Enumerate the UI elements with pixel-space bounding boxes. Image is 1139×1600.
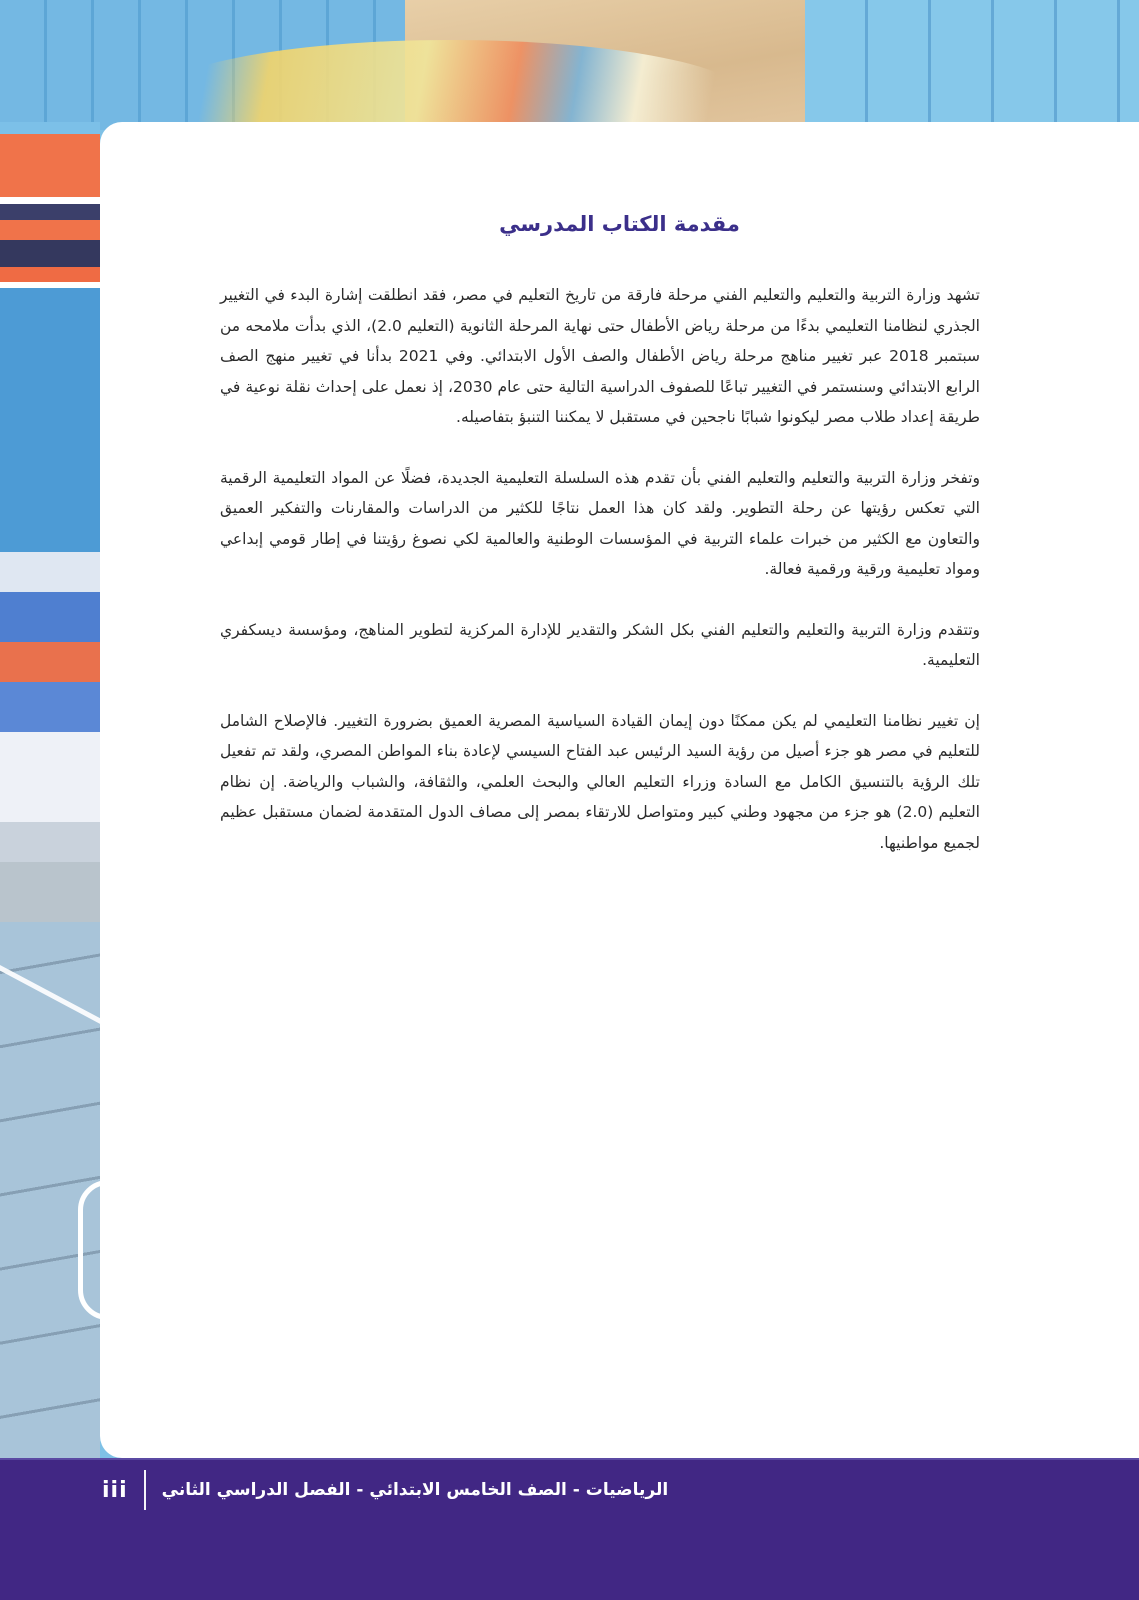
introduction-body xyxy=(220,280,980,888)
footer-content xyxy=(102,1476,668,1504)
page-number: iii xyxy=(102,1477,128,1503)
page-footer xyxy=(0,1458,1139,1600)
footer-divider xyxy=(144,1470,146,1510)
blue-door-right xyxy=(805,0,1139,130)
paragraph: إن تغيير نظامنا التعليمي لم يكن ممكنًا دون إيمان القيادة السياسية المصرية العميق بضرورة التغيير. فالإصلاح الشامل للتعليم في مصر هو جزء أصيل من رؤية السيد الرئيس عبد الفتاح السيسي لإعادة بناء المواطن المصري، ولقد تم تفعيل تلك الرؤية بالتنسيق الكامل مع السادة وزراء التعليم العالي والبحث العلمي، والثقافة، والشباب والرياضة. إن نظام التعليم (2.0) هو جزء من مجهود وطني كبير ومتواصل للارتقاء بمصر إلى مصاف الدول المتقدمة لضمان مستقبل عظيم لجميع مواطنيها. xyxy=(220,711,980,852)
paragraph: وتتقدم وزارة التربية والتعليم والتعليم الفني بكل الشكر والتقدير للإدارة المركزية لتطوير المناهج، ومؤسسة ديسكفري التعليمية. xyxy=(220,620,980,669)
book-title: الرياضيات - الصف الخامس الابتدائي - الفصل الدراسي الثاني xyxy=(161,1480,669,1500)
page-title: مقدمة الكتاب المدرسي xyxy=(499,212,740,236)
floor-tiles xyxy=(0,900,100,1460)
paragraph: وتفخر وزارة التربية والتعليم والتعليم الفني بأن تقدم هذه السلسلة التعليمية الجديدة، فضلًا عن المواد التعليمية الرقمية التي تعكس رؤيتها عن رحلة التطوير. ولقد كان هذا العمل نتاجًا للكثير من الدراسات والمقارنات والتفكير العميق والتعاون مع الكثير من خبرات علماء التربية في المؤسسات الوطنية والعالمية لكي نصوغ رؤيتنا في إطار قومي إبداعي ومواد تعليمية ورقية ورقمية فعالة. xyxy=(220,468,980,578)
content-panel xyxy=(100,122,1139,1458)
paragraph: تشهد وزارة التربية والتعليم والتعليم الفني مرحلة فارقة من تاريخ التعليم في مصر، فقد انطلقت إشارة البدء في التغيير الجذري لنظامنا التعليمي بدءًا من مرحلة رياض الأطفال حتى نهاية المرحلة الثانوية (التعليم 2.0)، الذي بدأت ملامحه من سبتمبر 2018 عبر تغيير مناهج مرحلة رياض الأطفال والصف الأول الابتدائي. وفي 2021 بدأنا في تغيير منهج الصف الرابع الابتدائي وسنستمر في التغيير تباعًا للصفوف الدراسية التالية حتى عام 2030، إذ نعمل على إحداث نقلة نوعية في طريقة إعداد طلاب مصر ليكونوا شبابًا ناجحين في مستقبل لا يمكننا التنبؤ بتفاصيله. xyxy=(220,286,980,426)
